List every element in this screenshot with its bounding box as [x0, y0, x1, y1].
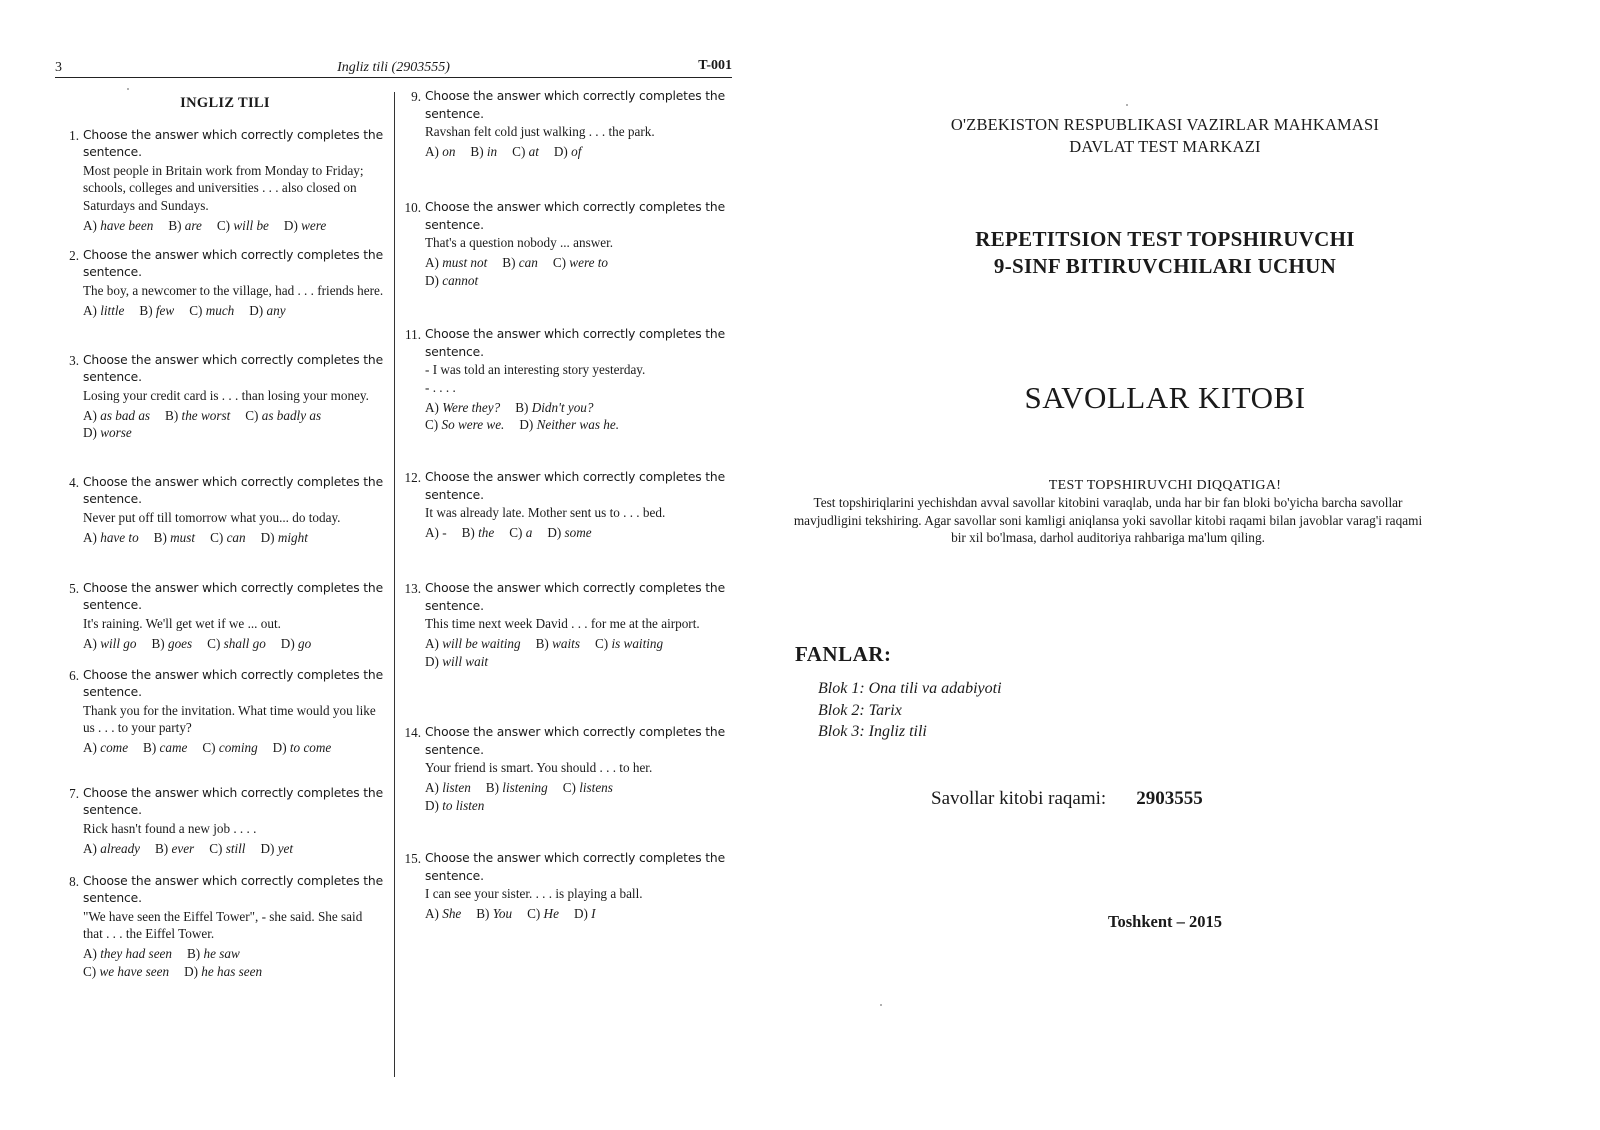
answer-options — [83, 217, 385, 235]
question-stem: Choose the answer which correctly completes the sentence. — [425, 327, 725, 359]
answer-option[interactable]: D) any — [249, 302, 286, 318]
question-text: It was already late. Mother sent us to . . . bed. — [425, 505, 666, 521]
question-number: 3. — [69, 352, 79, 368]
subject-blocks — [818, 678, 1002, 743]
answer-option[interactable]: B) he saw — [187, 946, 240, 962]
ministry-line: O'ZBEKISTON RESPUBLIKASI VAZIRLAR MAHKAMASI — [950, 115, 1380, 134]
question-text: This time next week David . . . for me at the airport. — [425, 616, 700, 632]
question-text: Your friend is smart. You should . . . to her. — [425, 760, 653, 776]
question-stem: Choose the answer which correctly completes the sentence. — [425, 470, 725, 502]
question-number: 13. — [404, 581, 421, 596]
question-text: That's a question nobody ... answer. — [425, 235, 614, 251]
answer-option[interactable]: D) he has seen — [184, 964, 263, 980]
answer-option[interactable]: C) still — [209, 840, 246, 856]
question-stem: Choose the answer which correctly completes the sentence. — [83, 247, 383, 280]
subject-block: Blok 1: Ona tili va adabiyoti — [818, 680, 1002, 697]
question-item — [397, 88, 732, 161]
answer-option[interactable]: D) of — [553, 144, 582, 160]
answer-option[interactable]: C) can — [210, 529, 246, 545]
question-stem: Choose the answer which correctly completes the sentence. — [425, 725, 725, 757]
answer-option[interactable]: A) come — [83, 740, 129, 756]
question-number: 7. — [69, 785, 79, 801]
answer-options — [425, 779, 732, 797]
question-item — [55, 127, 385, 235]
place-year: Toshkent – 2015 — [1107, 912, 1222, 931]
answer-option[interactable]: D) worse — [83, 425, 132, 441]
answer-option[interactable]: D) will wait — [425, 653, 489, 669]
question-text: Thank you for the invitation. What time would you like us . . . to your party? — [83, 702, 376, 736]
question-number: 14. — [404, 725, 421, 740]
ministry-name — [800, 114, 1530, 158]
subject-block: Blok 2: Tarix — [818, 701, 902, 719]
answer-option[interactable]: B) in — [470, 144, 498, 160]
answer-options — [425, 524, 732, 542]
answer-options — [83, 840, 385, 858]
test-subtitle — [800, 226, 1530, 280]
section-title: INGLIZ TILI — [180, 95, 270, 111]
answer-option[interactable]: D) I — [573, 906, 596, 922]
answer-option[interactable]: D) Neither was he. — [519, 417, 619, 433]
answer-option[interactable]: D) cannot — [425, 272, 479, 288]
answer-options — [83, 529, 385, 547]
answer-option[interactable]: C) as badly as — [245, 407, 322, 423]
book-title: SAVOLLAR KITOBI — [1024, 380, 1306, 415]
question-item — [397, 850, 732, 923]
answer-option[interactable]: A) have to — [83, 529, 139, 545]
notice-text: Test topshiriqlarini yechishdan avval savollar kitobini varaqlab, unda har bir fan bloki bo'yicha barcha savollar mavjudligini tekshiring. Agar savollar soni kamligi aniqlansa yoki savollar kitobi raqami bilan javoblar varag'i raqami bir xil bo'lmasa, darhol auditoriya rahbariga ma'lum qiling. — [793, 495, 1423, 546]
question-item — [397, 724, 732, 814]
answer-option[interactable]: B) Didn't you? — [515, 399, 594, 415]
question-number: 9. — [411, 89, 421, 104]
question-item — [55, 667, 385, 757]
answer-option[interactable]: A) She — [425, 906, 462, 922]
question-stem: Choose the answer which correctly completes the sentence. — [83, 127, 383, 160]
header-title: Ingliz tili (2903555) — [337, 60, 450, 75]
question-item — [55, 580, 385, 653]
answer-option[interactable]: A) must not — [425, 255, 488, 271]
question-text: I can see your sister. . . . is playing a ball. — [425, 886, 643, 902]
answer-option[interactable]: B) few — [139, 302, 175, 318]
question-number: 10. — [404, 200, 421, 215]
answer-option[interactable]: B) must — [153, 529, 196, 545]
answer-option[interactable]: A) have been — [83, 218, 154, 234]
subtitle-line: REPETITSION TEST TOPSHIRUVCHI — [975, 227, 1355, 251]
running-header — [55, 58, 732, 78]
answer-option[interactable]: A) - — [425, 525, 447, 541]
answer-option[interactable]: A) will be waiting — [425, 636, 521, 652]
answer-option[interactable]: C) is waiting — [594, 636, 664, 652]
ministry-line: DAVLAT TEST MARKAZI — [1069, 137, 1261, 156]
answer-options — [425, 399, 732, 417]
question-text: Ravshan felt cold just walking . . . the park. — [425, 124, 655, 140]
answer-option[interactable]: A) listen — [425, 780, 471, 796]
question-number: 6. — [69, 667, 79, 683]
answer-option[interactable]: C) shall go — [207, 635, 266, 651]
answer-option[interactable]: A) Were they? — [425, 399, 501, 415]
question-number: 5. — [69, 580, 79, 596]
answer-option[interactable]: B) the — [461, 525, 495, 541]
answer-options — [83, 963, 385, 981]
answer-option[interactable]: C) at — [512, 144, 539, 160]
question-text: Rick hasn't found a new job . . . . — [83, 820, 257, 836]
answer-option[interactable]: C) a — [509, 525, 533, 541]
question-stem: Choose the answer which correctly completes the sentence. — [425, 851, 725, 883]
question-number: 4. — [69, 474, 79, 490]
answer-options — [425, 254, 732, 272]
answer-option[interactable]: B) You — [476, 906, 513, 922]
question-item — [55, 474, 385, 547]
question-text: The boy, a newcomer to the village, had . . . friends here. — [83, 282, 384, 298]
question-stem: Choose the answer which correctly completes the sentence. — [83, 474, 383, 507]
question-text: Never put off till tomorrow what you... do today. — [83, 509, 341, 525]
question-number: 1. — [69, 127, 79, 143]
notice-heading: TEST TOPSHIRUVCHI DIQQATIGA! — [1048, 478, 1282, 493]
answer-option[interactable]: B) waits — [535, 636, 580, 652]
answer-option[interactable]: C) much — [189, 302, 235, 318]
subjects-heading: FANLAR: — [795, 642, 892, 666]
question-item — [55, 873, 385, 981]
book-number-label: Savollar kitobi raqami: — [931, 788, 1107, 809]
question-number: 15. — [404, 851, 421, 866]
answer-option[interactable]: A) will go — [83, 635, 137, 651]
answer-option[interactable]: B) came — [143, 740, 188, 756]
answer-option[interactable]: D) to listen — [425, 797, 485, 813]
answer-options — [83, 407, 385, 425]
scan-speck — [1126, 104, 1128, 106]
question-text: Losing your credit card is . . . than losing your money. — [83, 387, 369, 403]
answer-options — [425, 905, 732, 923]
answer-option[interactable]: B) goes — [151, 635, 193, 651]
answer-option[interactable]: D) some — [547, 525, 592, 541]
answer-option[interactable]: C) we have seen — [83, 964, 170, 980]
answer-option[interactable]: C) So were we. — [425, 417, 505, 433]
question-item — [397, 469, 732, 542]
question-stem: Choose the answer which correctly completes the sentence. — [83, 873, 383, 906]
question-text-reply: - . . . . — [425, 379, 456, 395]
answer-option[interactable]: C) listens — [562, 780, 613, 796]
answer-option[interactable]: D) yet — [260, 840, 294, 856]
answer-option[interactable]: C) were to — [552, 255, 608, 271]
question-number: 11. — [405, 327, 421, 342]
question-text: Most people in Britain work from Monday to Friday; schools, colleges and universities . . . also closed on Saturdays and Sundays. — [83, 162, 364, 213]
question-text: - I was told an interesting story yesterday. — [425, 362, 646, 378]
question-stem: Choose the answer which correctly completes the sentence. — [83, 352, 383, 385]
answer-option[interactable]: C) coming — [202, 740, 258, 756]
answer-options — [425, 416, 732, 434]
question-column-left — [55, 88, 385, 980]
left-page — [55, 58, 732, 1028]
column-divider — [394, 92, 395, 1077]
answer-option[interactable]: D) go — [280, 635, 312, 651]
answer-option[interactable]: D) might — [260, 529, 308, 545]
question-number: 12. — [404, 470, 421, 485]
answer-options — [83, 739, 385, 757]
question-item — [55, 352, 385, 442]
answer-options — [83, 424, 385, 442]
answer-options — [425, 143, 732, 161]
question-stem: Choose the answer which correctly completes the sentence. — [425, 89, 725, 121]
answer-option[interactable]: D) to come — [272, 740, 332, 756]
question-text: "We have seen the Eiffel Tower", - she said. She said that . . . the Eiffel Tower. — [83, 908, 363, 942]
question-item — [55, 247, 385, 320]
question-stem: Choose the answer which correctly completes the sentence. — [83, 580, 383, 613]
answer-option[interactable]: B) listening — [485, 780, 548, 796]
page-number: 3 — [55, 60, 62, 75]
subject-block: Blok 3: Ingliz tili — [818, 723, 927, 740]
answer-option[interactable]: B) can — [502, 255, 538, 271]
answer-option[interactable]: B) ever — [155, 840, 195, 856]
variant-code: T-001 — [698, 58, 732, 73]
answer-option[interactable]: C) He — [527, 906, 559, 922]
answer-option[interactable]: D) were — [283, 218, 327, 234]
answer-options — [425, 272, 732, 290]
answer-options — [425, 653, 732, 671]
answer-options — [425, 797, 732, 815]
question-stem: Choose the answer which correctly completes the sentence. — [83, 785, 383, 818]
question-stem: Choose the answer which correctly completes the sentence. — [425, 581, 725, 613]
question-item — [55, 785, 385, 858]
cover-page — [793, 0, 1600, 1130]
subtitle-line: 9-SINF BITIRUVCHILARI UCHUN — [993, 254, 1337, 278]
answer-option[interactable]: A) they had seen — [83, 946, 172, 962]
answer-options — [83, 945, 385, 963]
scan-speck — [880, 1004, 882, 1006]
question-item — [397, 326, 732, 434]
question-item — [397, 580, 732, 670]
question-text: It's raining. We'll get wet if we ... out. — [83, 615, 281, 631]
question-number: 8. — [69, 873, 79, 889]
question-stem: Choose the answer which correctly completes the sentence. — [83, 667, 383, 700]
answer-option[interactable]: B) the worst — [165, 407, 231, 423]
answer-options — [83, 635, 385, 653]
answer-option[interactable]: B) are — [168, 218, 202, 234]
question-number: 2. — [69, 247, 79, 263]
answer-option[interactable]: A) already — [83, 840, 141, 856]
answer-option[interactable]: A) little — [83, 302, 125, 318]
answer-options — [83, 302, 385, 320]
book-number-row — [931, 788, 1203, 810]
answer-options — [425, 635, 732, 653]
question-item — [397, 199, 732, 289]
answer-option[interactable]: C) will be — [216, 218, 269, 234]
book-number-value: 2903555 — [1136, 788, 1203, 809]
scan-speck — [127, 88, 129, 90]
question-stem: Choose the answer which correctly completes the sentence. — [425, 200, 725, 232]
answer-option[interactable]: A) as bad as — [83, 407, 151, 423]
answer-option[interactable]: A) on — [425, 144, 456, 160]
